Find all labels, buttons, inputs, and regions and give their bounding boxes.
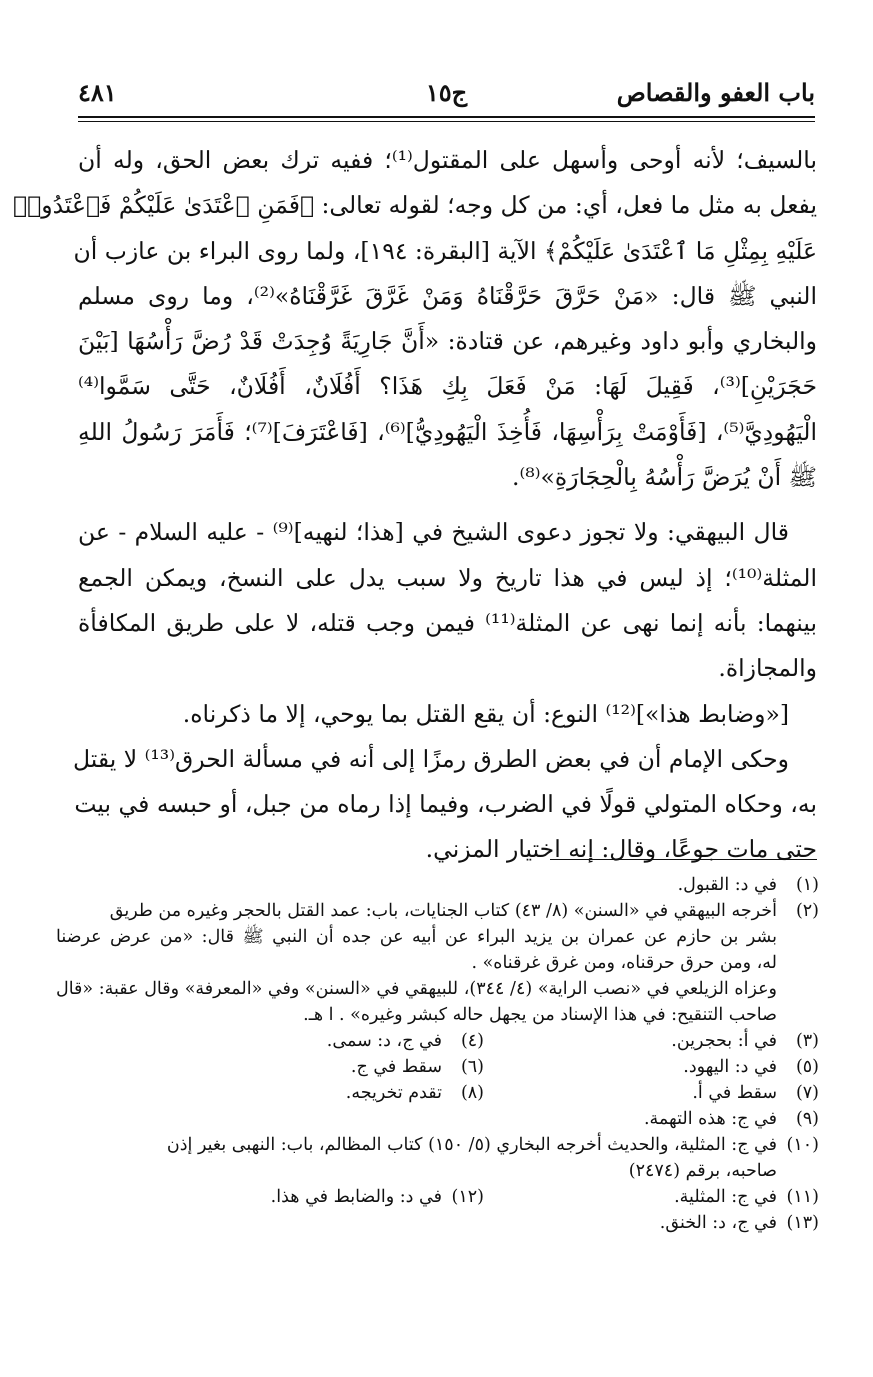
footnote: (٩)في ج: هذه التهمة. [643,1109,819,1129]
footnote-row: (٣)في أ: بحجرين. (٤)في ج، د: سمى. [326,1031,819,1051]
footnote: (١٠)في ج: المثلية، والحديث أخرجه البخاري (٥/ ١٥٠) كتاب المظالم، باب: النهبى بغير إذن [166,1135,819,1155]
text-line: بينهما: بأنه إنما نهى عن المثلة⁽¹¹⁾ فيمن وجب قتله، لا على طريق المكافأة [78,608,817,637]
text-line: به، وحكاه المتولي قولًا في الضرب، وفيما إذا رماه من جبل، أو حبسه في بيت [74,790,817,819]
text-line: والبخاري وأبو داود وغيرهم، عن قتادة: «أَنَّ جَارِيَةً وُجِدَتْ قَدْ رُضَّ رَأْسُهَا [بَيْنَ [78,327,817,356]
footnote: (٢)أخرجه البيهقي في «السنن» (٨/ ٤٣) كتاب الجنايات، باب: عمد القتل بالحجر وغيره من طريق [109,901,819,921]
footnote-rule [550,859,817,860]
text-line: والمجازاة. [718,654,817,683]
chapter-title: باب العفو والقصاص [616,78,815,107]
footnote-continuation: وعزاه الزيلعي في «نصب الراية» (٤/ ٣٤٤)، للبيهقي في «السنن» وفي «المعرفة» وقال عقبة: «قال [56,979,777,999]
text-line: بالسيف؛ لأنه أوحى وأسهل على المقتول⁽¹⁾؛ ففيه ترك بعض الحق، وله أن [78,146,817,174]
volume-label: ج١٥ [425,78,468,107]
footnote-continuation: بشر بن حازم عن عمران بن يزيد البراء عن أبيه عن جده أن النبي ﷺ قال: «من عرض عرضنا [56,927,777,947]
text-line: يفعل به مثل ما فعل، أي: من كل وجه؛ لقوله تعالى: ﴿فَمَنِ ٱعْتَدَىٰ عَلَيْكُمْ فَٱعْتَدُوا۟ [13,191,817,220]
text-line: الْيَهُودِيَّ⁽⁵⁾، [فَأَوْمَتْ بِرَأْسِهَا، فَأُخِذَ الْيَهُودِيُّ]⁽⁶⁾، [فَاعْتَرَفَ]⁽⁷⁾؛ فَأَمَرَ رَسُولُ اللهِ [78,417,817,446]
text-line: النبي ﷺ قال: «مَنْ حَرَّقَ حَرَّقْنَاهُ وَمَنْ غَرَّقَ غَرَّقْنَاهُ»⁽²⁾، وما روى مسلم [78,281,817,310]
footnote: (١٣)في ج، د: الخنق. [659,1213,819,1233]
footnotes [56,872,819,1236]
footnote-continuation: له، ومن حرق حرقناه، ومن غرق غرقناه» . [471,953,777,973]
footnote-continuation: صاحب التنقيح: في هذا الإسناد من يجهل حاله كبشر وغيره» . ا هـ. [303,1005,777,1025]
text-line: حتى مات جوعًا، وقال: إنه اختيار المزني. [425,835,817,864]
text-line: عَلَيْهِ بِمِثْلِ مَا ٱعْتَدَىٰ عَلَيْكُمْ﴾ الآية [البقرة: ١٩٤]، ولما روى البراء بن عازب أن [73,236,817,265]
footnote-row: (١١)في ج: المثلية. (١٢)في د: والضابط في هذا. [270,1187,819,1207]
footnote-row: (٧)سقط في أ. (٨)تقدم تخريجه. [345,1083,819,1103]
text-line: حَجَرَيْنِ]⁽³⁾، فَقِيلَ لَهَا: مَنْ فَعَلَ بِكِ هَذَا؟ أَفُلَانٌ، أَفُلَانٌ، حَتَّى سَمَّوا⁽⁴⁾ [78,372,817,401]
text-line: قال البيهقي: ولا تجوز دعوى الشيخ في [هذا؛ لنهيه]⁽⁹⁾ - عليه السلام - عن [78,518,790,547]
header-rule-thin [78,121,815,122]
footnote-continuation: صاحبه، برقم (٢٤٧٤) [628,1161,777,1181]
footnote-row: (٥)في د: اليهود. (٦)سقط في ج. [350,1057,819,1077]
text-line: المثلة⁽¹⁰⁾؛ إذ ليس في هذا تاريخ ولا سبب يدل على النسخ، ويمكن الجمع [78,563,817,592]
text-line: ﷺ أَنْ يُرَضَّ رَأْسُهُ بِالْحِجَارَةِ»⁽⁸⁾. [512,463,817,492]
main-text [13,138,817,873]
page-number: ٤٨١ [78,78,117,107]
header-rule [78,116,815,118]
running-header [78,78,815,110]
footnote: (١)في د: القبول. [677,875,819,895]
text-line: وحكى الإمام أن في بعض الطرق رمزًا إلى أنه في مسألة الحرق⁽¹³⁾ لا يقتل [72,744,789,773]
text-line: [«وضابط هذا»]⁽¹²⁾ النوع: أن يقع القتل بما يوحي، إلا ما ذكرناه. [182,699,789,728]
